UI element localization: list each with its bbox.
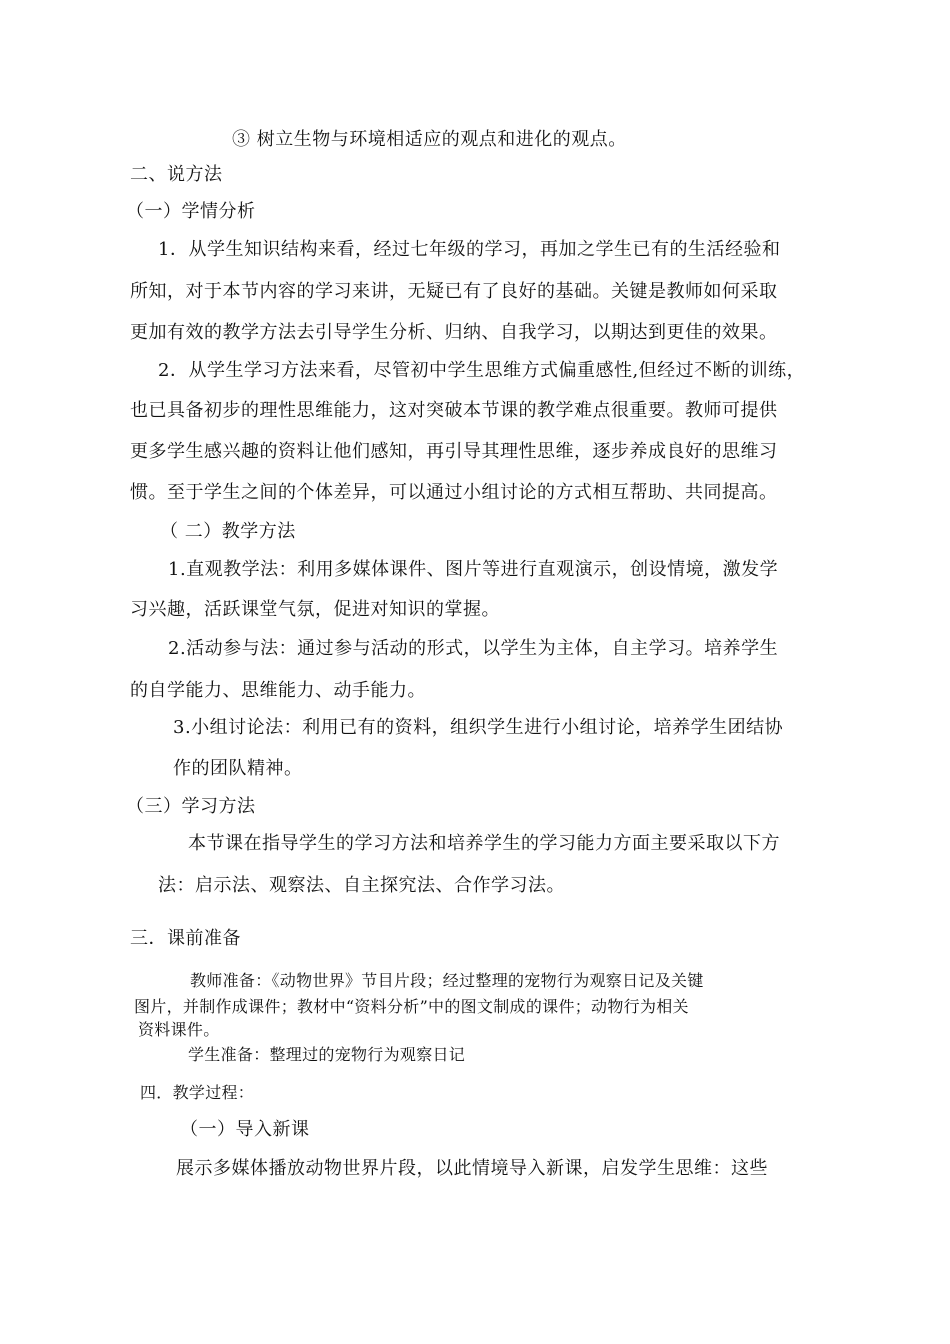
objective-line-3: ③ 树立生物与环境相适应的观点和进化的观点。: [232, 129, 627, 150]
paragraph-line: 本节课在指导学生的学习方法和培养学生的学习能力方面主要采取以下方: [188, 833, 780, 854]
paragraph-line: 惯。至于学生之间的个体差异，可以通过小组讨论的方式相互帮助、共同提高。: [130, 482, 778, 503]
paragraph-line: 1．从学生知识结构来看，经过七年级的学习，再加之学生已有的生活经验和: [158, 239, 781, 260]
paragraph-line: 教师准备：《动物世界》节目片段；经过整理的宠物行为观察日记及关键: [190, 971, 704, 990]
paragraph-line: 2．从学生学习方法来看，尽管初中学生思维方式偏重感性,但经过不断的训练，: [158, 360, 806, 381]
paragraph-line: 的自学能力、思维能力、动手能力。: [130, 680, 426, 701]
paragraph-line: 作的团队精神。: [173, 758, 303, 779]
paragraph-line: 习兴趣，活跃课堂气氛，促进对知识的掌握。: [130, 599, 500, 620]
subheading-teaching-methods: （ 二）教学方法: [160, 521, 296, 542]
paragraph-line: 法：启示法、观察法、自主探究法、合作学习法。: [158, 875, 565, 896]
section-heading-2: 二、说方法: [130, 164, 223, 185]
paragraph-line: 2.活动参与法：通过参与活动的形式，以学生为主体，自主学习。培养学生: [168, 638, 779, 659]
paragraph-line: 资料课件。: [138, 1020, 220, 1039]
paragraph-line: 学生准备：整理过的宠物行为观察日记: [188, 1045, 466, 1064]
section-heading-3: 三．课前准备: [130, 928, 241, 949]
subheading-learning-analysis: （一）学情分析: [126, 201, 256, 222]
paragraph-line: 图片，并制作成课件；教材中“资料分析”中的图文制成的课件；动物行为相关: [134, 997, 689, 1016]
subheading-study-methods: （三）学习方法: [126, 796, 256, 817]
paragraph-line: 1.直观教学法：利用多媒体课件、图片等进行直观演示，创设情境，激发学: [168, 559, 779, 580]
subheading-introduction: （一）导入新课: [180, 1119, 310, 1140]
paragraph-line: 展示多媒体播放动物世界片段，以此情境导入新课，启发学生思维：这些: [176, 1158, 768, 1179]
paragraph-line: 所知，对于本节内容的学习来讲，无疑已有了良好的基础。关键是教师如何采取: [130, 281, 778, 302]
paragraph-line: 更加有效的教学方法去引导学生分析、归纳、自我学习，以期达到更佳的效果。: [130, 322, 778, 343]
section-heading-4: 四．教学过程：: [140, 1083, 255, 1102]
paragraph-line: 更多学生感兴趣的资料让他们感知，再引导其理性思维，逐步养成良好的思维习: [130, 441, 778, 462]
paragraph-line: 3.小组讨论法：利用已有的资料，组织学生进行小组讨论，培养学生团结协: [173, 717, 784, 738]
paragraph-line: 也已具备初步的理性思维能力，这对突破本节课的教学难点很重要。教师可提供: [130, 400, 778, 421]
